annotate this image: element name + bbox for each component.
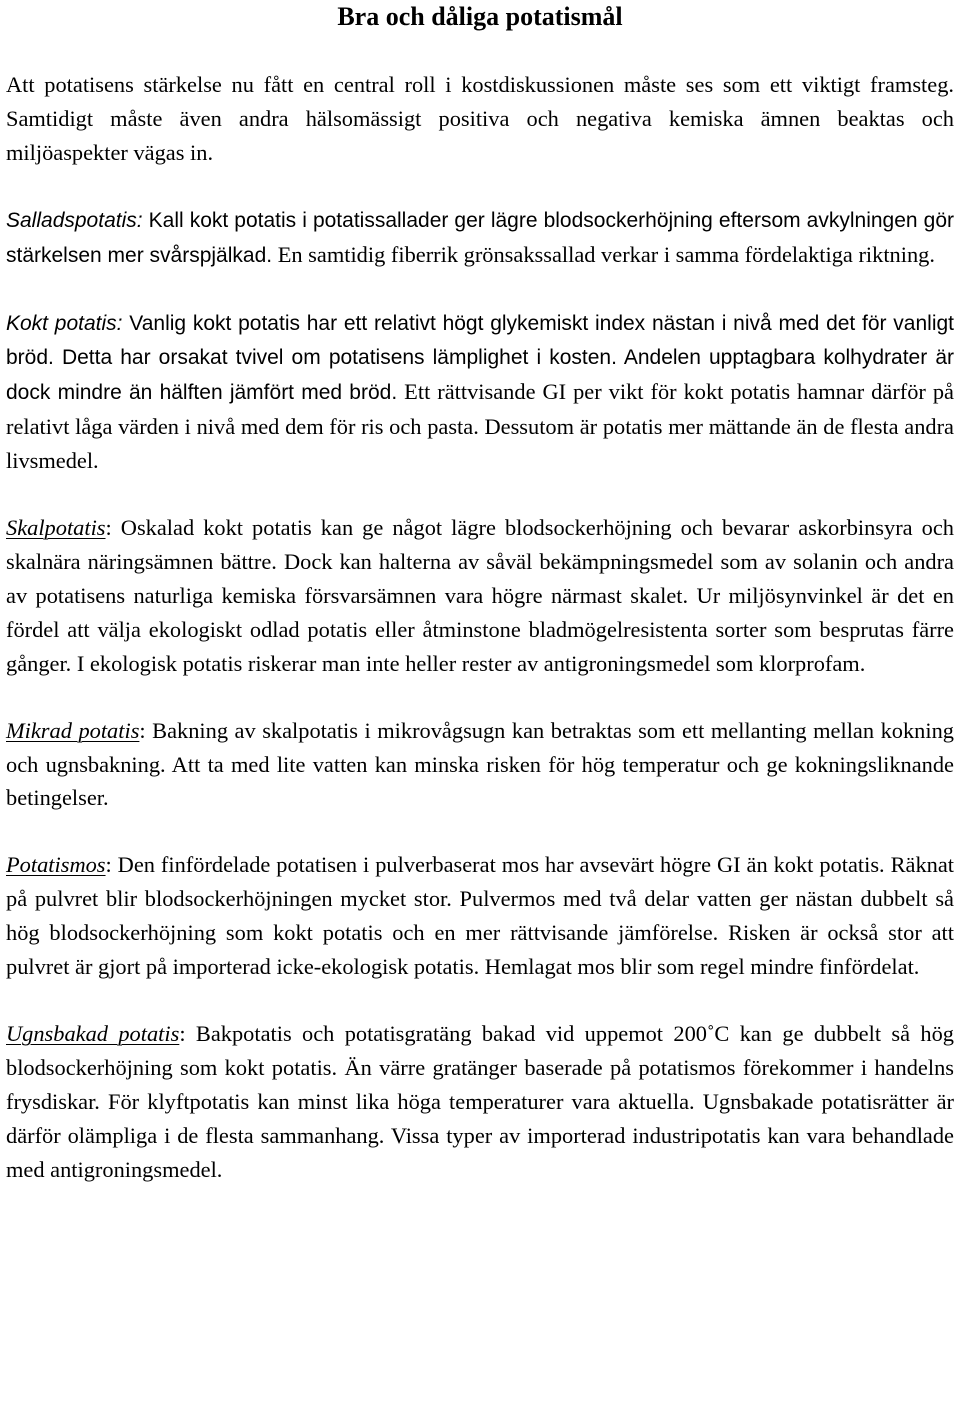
skalpotatis-term: Skalpotatis — [6, 515, 106, 541]
mikrad-potatis-text: : Bakning av skalpotatis i mikrovågsugn kan betraktas som ett mellanting mellan kokning och ugnsbakning. Att ta med lite vatten kan minska risken för hög temperatur och ge kokningsliknande betingelser. — [6, 717, 954, 811]
mikrad-potatis-term: Mikrad potatis — [6, 717, 140, 743]
potatismos-paragraph — [6, 848, 954, 984]
document-title: Bra och dåliga potatismål — [337, 2, 623, 31]
potatismos-term: Potatismos — [6, 852, 106, 878]
document-page — [6, 0, 954, 1186]
kokt-potatis-text-b: Ett rättvisande GI per vikt för kokt potatis hamnar därför på relativt låga värden i nivå med dem för ris och pasta. Dessutom är potatis mer mättande än de flesta andra livsmedel. — [6, 379, 954, 474]
kokt-potatis-text-a: Vanlig kokt potatis har ett relativt högt glykemiskt index nästan i nivå med det för vanligt bröd. Detta har orsakat tvivel om potatisens lämplighet i kosten. Andelen upptagbara kolhydrater är dock mindre än hälften jämfört med bröd. — [6, 311, 955, 405]
skalpotatis-text: : Oskalad kokt potatis kan ge något lägre blodsockerhöjning och bevarar askorbinsyra och skalnära näringsämnen bättre. Dock kan halterna av såväl bekämpningsmedel som av solanin och andra av potatisens naturliga kemiska försvarsämnen vara högre närmast skalet. Ur miljösynvinkel är det en fördel att välja ekologiskt odlad potatis eller åtminstone bladmögelresistenta sorter som besprutas färre gånger. I ekologisk potatis riskerar man inte heller rester av antigroningsmedel som klorprofam. — [6, 515, 954, 676]
potatismos-text: : Den finfördelade potatisen i pulverbaserat mos har avsevärt högre GI än kokt potatis. Räknat på pulvret blir blodsockerhöjningen mycket stor. Pulvermos med två delar vatten ger nästan dubbelt så hög blodsockerhöjning som kokt potatis och en mer rättvisande jämförelse. Risken är också stor att pulvret är gjort på importerad icke-ekologisk potatis. Hemlagat mos blir som regel mindre finfördelat. — [6, 852, 954, 980]
ugnsbakad-potatis-term: Ugnsbakad potatis — [6, 1020, 180, 1046]
kokt-potatis-paragraph — [6, 306, 954, 479]
salladspotatis-text-a: Kall kokt potatis i potatissallader ger lägre blodsockerhöjning eftersom avkylningen gör stärkelsen mer svårspjälkad. — [6, 208, 954, 267]
skalpotatis-paragraph — [6, 511, 954, 681]
mikrad-potatis-paragraph — [6, 714, 954, 816]
intro-paragraph: Att potatisens stärkelse nu fått en central roll i kostdiskussionen måste ses som ett viktigt framsteg. Samtidigt måste även andra hälsomässigt positiva och negativa kemiska ämnen beaktas och miljöaspekter vägas in. — [6, 72, 954, 165]
ugnsbakad-potatis-text: : Bakpotatis och potatisgratäng bakad vid uppemot 200˚C kan ge dubbelt så hög blodsockerhöjning som kokt potatis. Än värre gratänger baserade på potatismos förekommer i handelns frysdiskar. För klyftpotatis kan minst lika höga temperaturer vara aktuella. Ugnsbakade potatisrätter är därför olämpliga i de flesta sammanhang. Vissa typer av importerad industripotatis kan vara behandlade med antigroningsmedel. — [6, 1020, 954, 1182]
salladspotatis-text-b: En samtidig fiberrik grönsakssallad verkar i samma fördelaktiga riktning. — [272, 241, 935, 267]
ugnsbakad-potatis-paragraph — [6, 1017, 954, 1187]
salladspotatis-term: Salladspotatis: — [6, 208, 143, 232]
kokt-potatis-term: Kokt potatis: — [6, 311, 123, 335]
salladspotatis-paragraph — [6, 203, 954, 273]
